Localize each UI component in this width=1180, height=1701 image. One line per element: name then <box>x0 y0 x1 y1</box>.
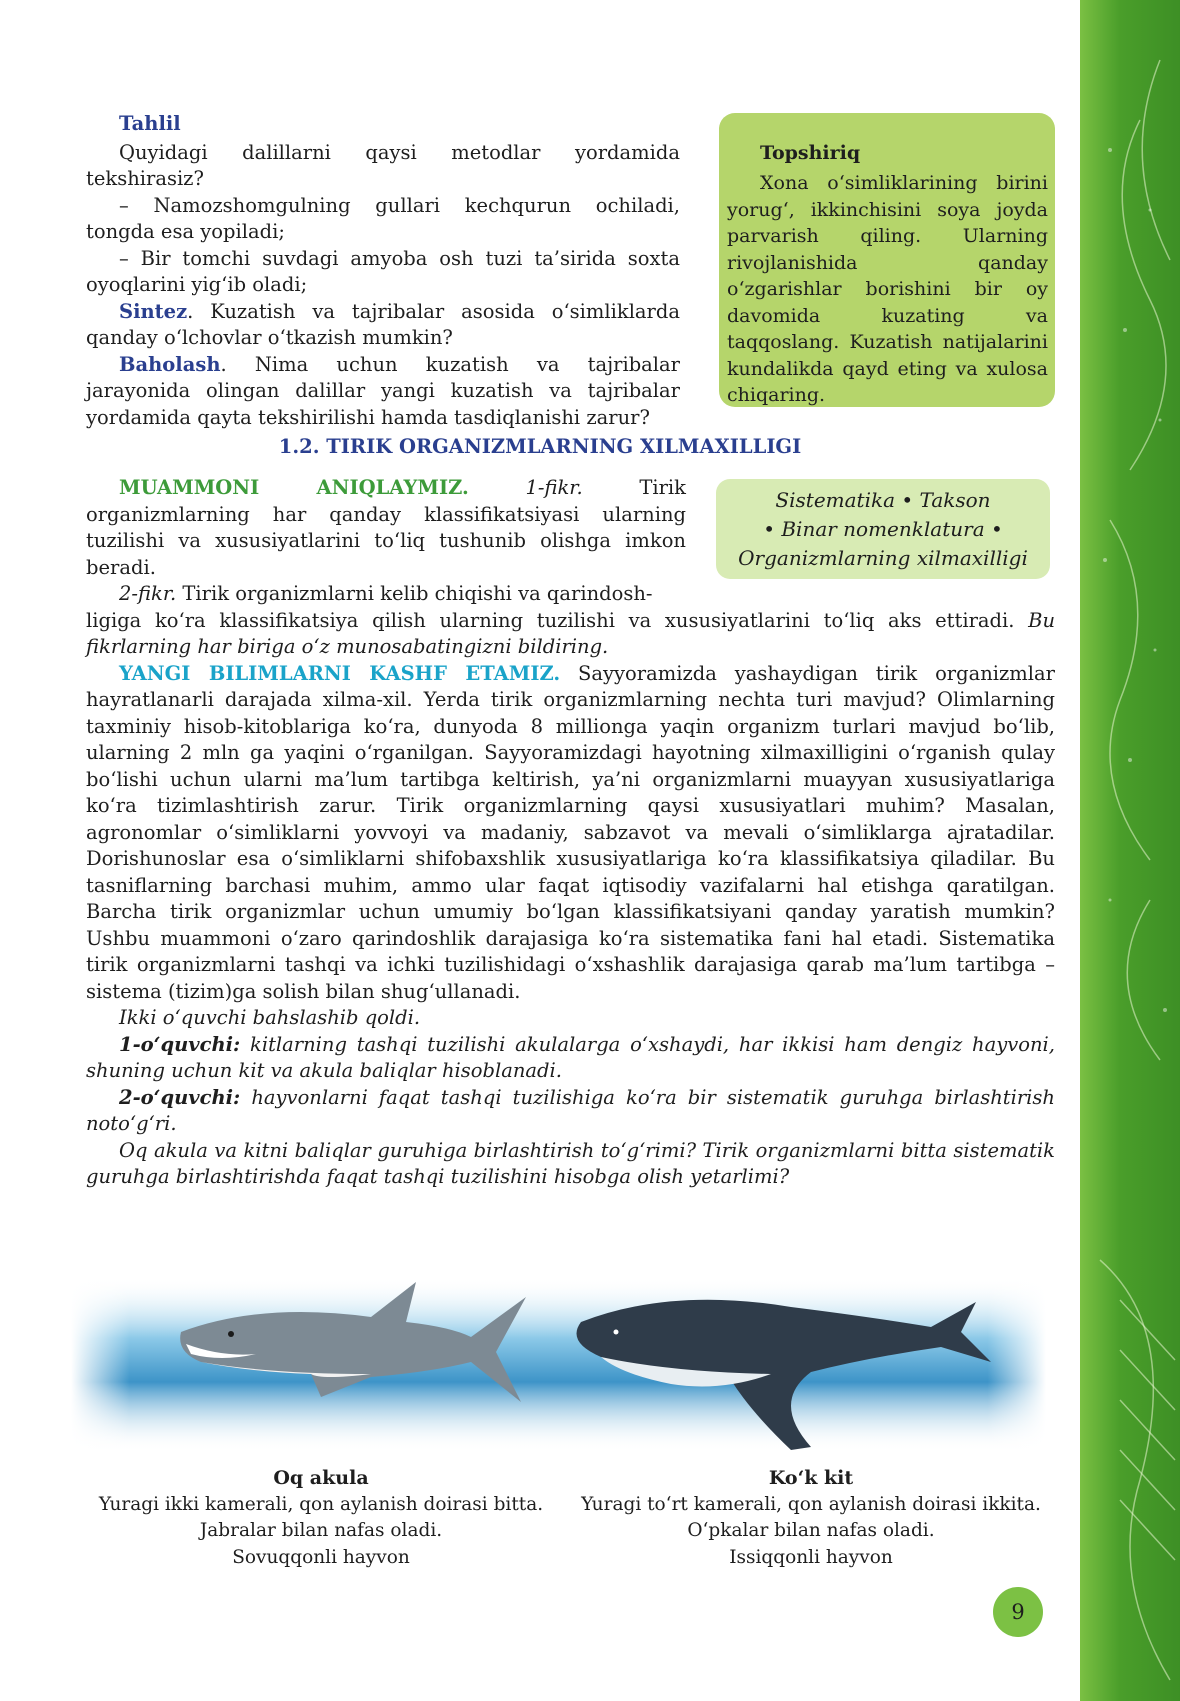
caption-whale-line-2: O‘pkalar bilan nafas oladi. <box>687 1520 935 1541</box>
kashf-paragraph <box>86 661 1055 1006</box>
tahlil-heading: Tahlil <box>119 112 181 135</box>
caption-shark <box>86 1465 556 1571</box>
sintez-paragraph <box>86 299 680 352</box>
caption-whale <box>576 1465 1046 1571</box>
fikr2-text-b: ligiga ko‘ra klassifikatsiya qilish ularning tuzilishi va xususiyatlarini to‘liq aks ettiradi. <box>86 608 1029 632</box>
caption-shark-title: Oq akula <box>273 1467 369 1489</box>
fikr1-label: 1-fikr. <box>525 476 583 499</box>
fikr2-line <box>86 581 686 608</box>
analysis-item-2: – Bir tomchi suvdagi amyoba osh tuzi ta’sirida soxta oyoqlarini yig‘ib oladi; <box>86 246 680 296</box>
sintez-text: . Kuzatish va tajribalar asosida o‘simliklarda qanday o‘lchovlar o‘tkazish mumkin? <box>86 299 680 349</box>
student1-label: 1-o‘quvchi: <box>119 1032 241 1056</box>
kashf-text: Sayyoramizda yashaydigan tirik organizmlar hayratlanarli darajada xilma-xil. Yerda tirik organizmlarning nechta turi mavjud? Olimlarning taxminiy hisob-kitoblariga ko‘ra, dunyoda 8 millionga yaqin organizm turlari mavjud bo‘lib, ularning 2 mln ga yaqini o‘rganilgan. Sayyoramizdagi hayotning xilmaxilligini o‘rganish qulay bo‘lishi uchun ularni ma’lum tartibga keltirish, ya’ni organizmlarni muayyan xususiyatlariga ko‘ra tizimlashtirish zarur. Tirik organizmlarning qaysi xususiyatlari muhim? Masalan, agronomlar o‘simliklarni yovvoyi va madaniy, sabzavot va mevali o‘simliklarga ajratadilar. Dorishunoslar esa o‘simliklarni shifobaxshlik xususiyatlariga ko‘ra klassifikatsiya qiladilar. Bu tasniflarning barchasi muhim, ammo ular faqat iqtisodiy vazifalarni hal etishga qaratilgan. Barcha tirik organizmlar uchun umumiy bo‘lgan klassifikatsiyani qanday yaratish mumkin? Ushbu muammoni o‘zaro qarindoshlik darajasiga ko‘ra sistematika fani hal etadi. Sistematika tirik organizmlarni tashqi va ichki tuzilishidagi o‘xshashlik darajasiga qarab ma’lum tartibga – sistema (tizim)ga solish bilan shug‘ullanadi. <box>86 661 1055 1003</box>
task-box <box>719 113 1055 407</box>
task-text: Xona o‘simliklarining birini yorug‘, ikkinchisini soya joyda parvarish qiling. Ularning rivojlanishida qanday o‘zgarishlar borishini bir oy davomida kuzating va taqqoslang. Kuzatish natijalarini kundalikda qayd eting va xulosa chiqaring. <box>727 172 1048 406</box>
analysis-item-1: – Namozshomgulning gullari kechqurun ochiladi, tongda esa yopiladi; <box>86 193 680 243</box>
keywords-line-1: Sistematika • Takson <box>775 488 991 512</box>
decorative-side-strip <box>1080 0 1180 1701</box>
keywords-line-3: Organizmlarning xilmaxilligi <box>738 546 1028 570</box>
main-text <box>86 475 1055 1191</box>
caption-shark-line-1: Yuragi ikki kamerali, qon aylanish doirasi bitta. <box>98 1493 544 1515</box>
muammo-paragraph <box>86 475 686 581</box>
section-title: 1.2. TIRIK ORGANIZMLARNING XILMAXILLIGI <box>278 435 802 458</box>
baholash-paragraph <box>86 352 680 432</box>
baholash-text: . Nima uchun kuzatish va tajribalar jarayonida olingan dalillar yangi kuzatish va tajribalar yordamida qayta tekshirilishi hamda tasdiqlanishi zarur? <box>86 352 680 429</box>
caption-shark-line-2: Jabralar bilan nafas oladi. <box>199 1520 443 1541</box>
shark-whale-illustration <box>71 1262 1046 1462</box>
leaf-pattern-icon <box>1080 0 1180 1701</box>
muammo-label: MUAMMONI ANIQLAYMIZ <box>119 476 462 499</box>
student2-paragraph <box>86 1085 1055 1138</box>
student1-text: kitlarning tashqi tuzilishi akulalarga o‘xshaydi, har ikkisi ham dengiz hayvoni, shuning uchun kit va akula baliqlar hisoblanadi. <box>86 1032 1055 1082</box>
fikr2-continuation <box>86 608 1055 661</box>
task-body <box>727 170 1048 409</box>
student2-text: hayvonlarni faqat tashqi tuzilishiga ko‘ra bir sistematik guruhga birlashtirish noto‘g‘ri. <box>86 1085 1055 1135</box>
keywords-line-2: • Binar nomenklatura • <box>763 517 1003 541</box>
debate-intro <box>86 1005 1055 1032</box>
analysis-question: Quyidagi dalillarni qaysi metodlar yordamida tekshirasiz? <box>86 140 680 190</box>
muammo-dot: . <box>461 476 469 499</box>
fikr1-text: Tirik organizmlarning har qanday klassifikatsiyasi ularning tuzilishi va xususiyatlarini to‘liq tushunib olishga imkon beradi. <box>86 476 686 579</box>
sintez-label: Sintez <box>119 299 188 323</box>
fikr2-label: 2-fikr. <box>119 582 177 605</box>
debate-intro-text: Ikki o‘quvchi bahslashib qoldi. <box>119 1006 421 1029</box>
page-number: 9 <box>993 1587 1043 1637</box>
fikr2-question: Bu fikrlarning har biriga o‘z munosabatingizni bildiring. <box>86 608 1055 658</box>
caption-whale-line-3: Issiqqonli hayvon <box>729 1546 893 1568</box>
baholash-label: Baholash <box>119 352 221 376</box>
kashf-label: YANGI BILIMLARNI KASHF ETAMIZ. <box>119 661 561 685</box>
fikr2-text-a: Tirik organizmlarni kelib chiqishi va qarindosh- <box>176 582 653 605</box>
task-title: Topshiriq <box>760 142 861 164</box>
caption-shark-line-3: Sovuqqonli hayvon <box>232 1546 410 1568</box>
caption-whale-line-1: Yuragi to‘rt kamerali, qon aylanish doirasi ikkita. <box>581 1493 1041 1515</box>
student2-label: 2-o‘quvchi: <box>119 1085 241 1109</box>
caption-whale-title: Ko‘k kit <box>768 1467 854 1489</box>
final-question: Oq akula va kitni baliqlar guruhiga birlashtirish to‘g‘rimi? Tirik organizmlarni bitta sistematik guruhga birlashtirishda faqat tashqi tuzilishini hisobga olish yetarlimi? <box>86 1138 1055 1188</box>
student1-paragraph <box>86 1032 1055 1085</box>
analysis-section <box>86 111 680 431</box>
